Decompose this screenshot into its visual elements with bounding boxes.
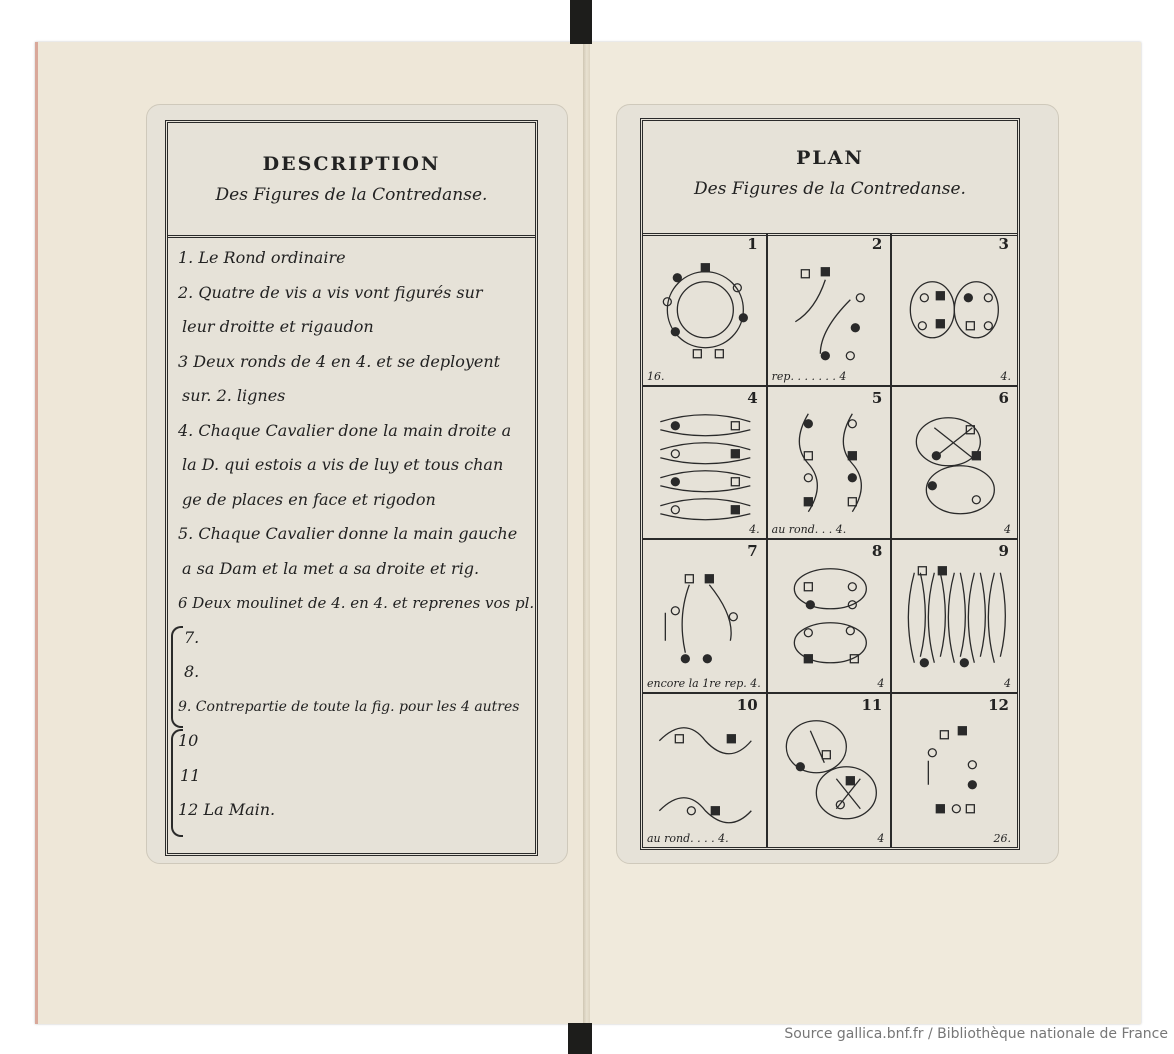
figure-cell-10	[643, 694, 768, 848]
source-credit: Source gallica.bnf.fr / Bibliothèque nationale de France	[784, 1026, 1168, 1042]
figure-number: 4	[747, 388, 758, 407]
figure-number: 1	[747, 235, 758, 253]
figure-diagram	[768, 694, 893, 848]
description-line: sur. 2. lignes	[182, 386, 286, 405]
figure-diagram	[892, 540, 1017, 694]
description-line: 6 Deux moulinet de 4. en 4. et reprenes vos pl.	[178, 594, 535, 612]
figures-grid	[643, 233, 1017, 847]
description-line: 4. Chaque Cavalier done la main droite a	[178, 420, 512, 440]
figure-cell-1	[643, 233, 768, 387]
description-line: 3 Deux ronds de 4 en 4. et se deployent	[178, 351, 501, 371]
figure-diagram	[892, 694, 1017, 848]
figure-note: 16.	[647, 369, 665, 383]
description-line: la D. qui estois a vis de luy et tous chan	[182, 455, 504, 474]
left-page	[35, 42, 585, 1024]
figure-cell-5	[768, 387, 893, 541]
figure-number: 3	[998, 235, 1009, 253]
plan-frame	[640, 118, 1020, 850]
figure-cell-6	[892, 387, 1017, 541]
description-line: 2. Quatre de vis a vis vont figurés sur	[178, 282, 483, 302]
figure-note: encore la 1re rep. 4.	[647, 676, 761, 690]
figure-count: 26.	[993, 832, 1011, 845]
plan-title: PLAN	[796, 147, 864, 169]
plan-header	[643, 121, 1017, 236]
figure-diagram	[768, 387, 893, 541]
figure-number: 9	[998, 542, 1009, 560]
plan-subtitle: Des Figures de la Contredanse.	[694, 179, 966, 199]
figure-diagram	[892, 387, 1017, 541]
figure-count: 4	[1003, 523, 1011, 536]
figure-note: rep. . . . . . . 4	[771, 369, 847, 383]
figure-diagram	[643, 387, 768, 541]
description-line: leur droitte et rigaudon	[182, 317, 374, 336]
bookmark-ribbon-top	[570, 0, 592, 44]
figure-diagram	[643, 694, 768, 848]
description-line: 9. Contrepartie de toute la fig. pour les 4 autres	[178, 698, 520, 715]
description-subtitle: Des Figures de la Contredanse.	[215, 185, 488, 205]
description-line: 5. Chaque Cavalier donne la main gauche	[178, 524, 518, 543]
figure-count: 4.	[749, 523, 760, 536]
description-line: 12 La Main.	[178, 800, 276, 819]
figure-diagram	[768, 540, 893, 694]
figure-cell-7	[643, 540, 768, 694]
figure-cell-11	[768, 694, 893, 848]
description-line: 7.	[184, 627, 200, 647]
figure-cell-4	[643, 387, 768, 541]
brace-7-9	[171, 626, 183, 728]
figure-note: au rond. . . 4.	[771, 523, 847, 536]
open-book	[35, 42, 1141, 1024]
description-line: 10	[178, 731, 199, 750]
figure-count: 4	[877, 832, 885, 845]
figure-count: 4.	[1000, 369, 1011, 383]
figure-cell-2	[768, 233, 893, 387]
figure-number: 11	[861, 695, 883, 714]
description-line: 8.	[184, 662, 200, 681]
figure-count: 4	[877, 676, 885, 690]
description-frame	[165, 120, 538, 856]
figure-diagram	[643, 540, 768, 694]
figure-number: 6	[998, 388, 1009, 407]
figure-note: au rond. . . . 4.	[647, 832, 729, 845]
figure-cell-9	[892, 540, 1017, 694]
figure-diagram	[892, 233, 1017, 387]
figure-number: 2	[871, 235, 883, 253]
right-page	[590, 42, 1141, 1024]
description-line: 11	[180, 765, 201, 785]
figure-number: 7	[747, 542, 758, 560]
figure-count: 4	[1003, 676, 1011, 690]
figure-number: 10	[736, 695, 758, 714]
description-title: DESCRIPTION	[262, 153, 441, 175]
description-lines	[178, 241, 535, 828]
description-line: a sa Dam et la met a sa droite et rig.	[182, 558, 480, 578]
figure-cell-3	[892, 233, 1017, 387]
bookmark-ribbon-bottom	[568, 1023, 592, 1054]
figure-cell-12	[892, 694, 1017, 848]
figure-number: 5	[871, 388, 883, 407]
description-line: ge de places en face et rigodon	[182, 489, 436, 509]
figure-number: 12	[988, 695, 1009, 714]
description-line: 1. Le Rond ordinaire	[178, 248, 346, 267]
figure-diagram	[643, 233, 768, 387]
figure-diagram	[768, 233, 893, 387]
figure-cell-8	[768, 540, 893, 694]
figure-number: 8	[871, 542, 883, 560]
brace-10-12	[171, 729, 183, 837]
description-header	[168, 123, 535, 238]
